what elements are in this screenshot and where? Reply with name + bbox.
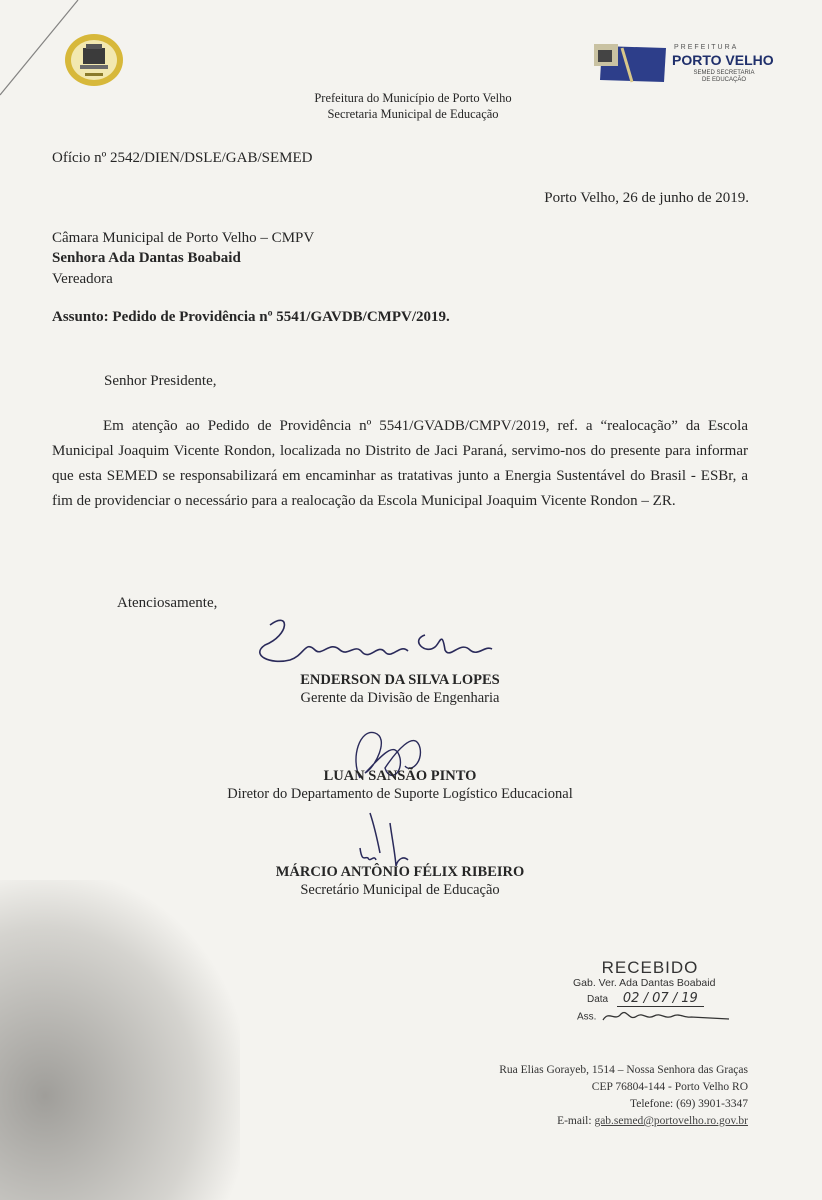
municipal-seal-logo [63, 32, 125, 88]
stamp-date-value: 02 / 07 / 19 [617, 991, 704, 1007]
signatory-2 [150, 767, 650, 803]
stamp-signature-row [577, 1008, 755, 1026]
logo-porto-velho-text: PORTO VELHO [672, 52, 774, 68]
footer-email-label: E-mail: [557, 1115, 595, 1127]
footer-email-line [499, 1113, 748, 1130]
salutation: Senhor Presidente, [104, 373, 217, 389]
subject-line: Assunto: Pedido de Providência nº 5541/GAVDB/CMPV/2019. [52, 309, 450, 325]
signature-marcio [350, 808, 420, 870]
signature-enderson [250, 605, 500, 675]
signatory-2-role: Diretor do Departamento de Suporte Logístico Educacional [227, 786, 573, 802]
stamp-signature-label: Ass. [577, 1011, 597, 1023]
signatory-3-role: Secretário Municipal de Educação [300, 882, 500, 898]
stamp-office: Gab. Ver. Ada Dantas Boabaid [573, 977, 716, 989]
footer-cep: CEP 76804-144 - Porto Velho RO [591, 1081, 748, 1093]
letterhead-municipality: Prefeitura do Município de Porto Velho [314, 91, 512, 105]
photo-shadow [0, 880, 240, 1200]
stamp-date-label: Data [587, 994, 609, 1005]
reference-number: Ofício nº 2542/DIEN/DSLE/GAB/SEMED [52, 150, 313, 166]
letterhead [0, 90, 822, 122]
recipient-title: Vereadora [52, 271, 113, 287]
signatory-1-role: Gerente da Divisão de Engenharia [300, 690, 500, 706]
stamp-title: RECEBIDO [601, 958, 699, 977]
signatory-1-name: ENDERSON DA SILVA LOPES [300, 672, 500, 688]
received-stamp [565, 958, 755, 1026]
recipient-org: Câmara Municipal de Porto Velho – CMPV [52, 230, 315, 246]
stamp-signature [599, 1008, 739, 1026]
logo-semed-text: SEMED SECRETARIA DE EDUCAÇÃO [693, 70, 755, 83]
date-line: Porto Velho, 26 de junho de 2019. [544, 190, 749, 206]
logo-prefeitura-text: PREFEITURA [674, 44, 739, 51]
signatory-2-name: LUAN SANSÃO PINTO [323, 768, 477, 784]
stamp-date-row [587, 991, 755, 1006]
footer-email-link[interactable]: gab.semed@portovelho.ro.gov.br [594, 1115, 748, 1127]
signatory-3 [150, 863, 650, 899]
letterhead-secretariat: Secretaria Municipal de Educação [327, 107, 499, 121]
closing: Atenciosamente, [117, 595, 218, 611]
footer-address [499, 1062, 748, 1130]
signatory-3-name: MÁRCIO ANTÔNIO FÉLIX RIBEIRO [275, 864, 525, 880]
body-paragraph: Em atenção ao Pedido de Providência nº 5541/GVADB/CMPV/2019, ref. a “realocação” da Escola Municipal Joaquim Vicente Rondon, localizada no Distrito de Jaci Paraná, servimo-nos do presente para informar que esta SEMED se responsabilizará em encaminhar as tratativas junto a Energia Sustentável do Brasil - ESBr, a fim de providenciar o necessário para a realocação da Escola Municipal Joaquim Vicente Rondon – ZR. [52, 418, 748, 509]
footer-phone: Telefone: (69) 3901-3347 [630, 1098, 748, 1110]
flag-icon [592, 42, 668, 86]
footer-street: Rua Elias Gorayeb, 1514 – Nossa Senhora das Graças [499, 1064, 748, 1076]
recipient-name: Senhora Ada Dantas Boabaid [52, 250, 241, 266]
signatory-1 [150, 671, 650, 707]
porto-velho-logo [590, 40, 790, 92]
